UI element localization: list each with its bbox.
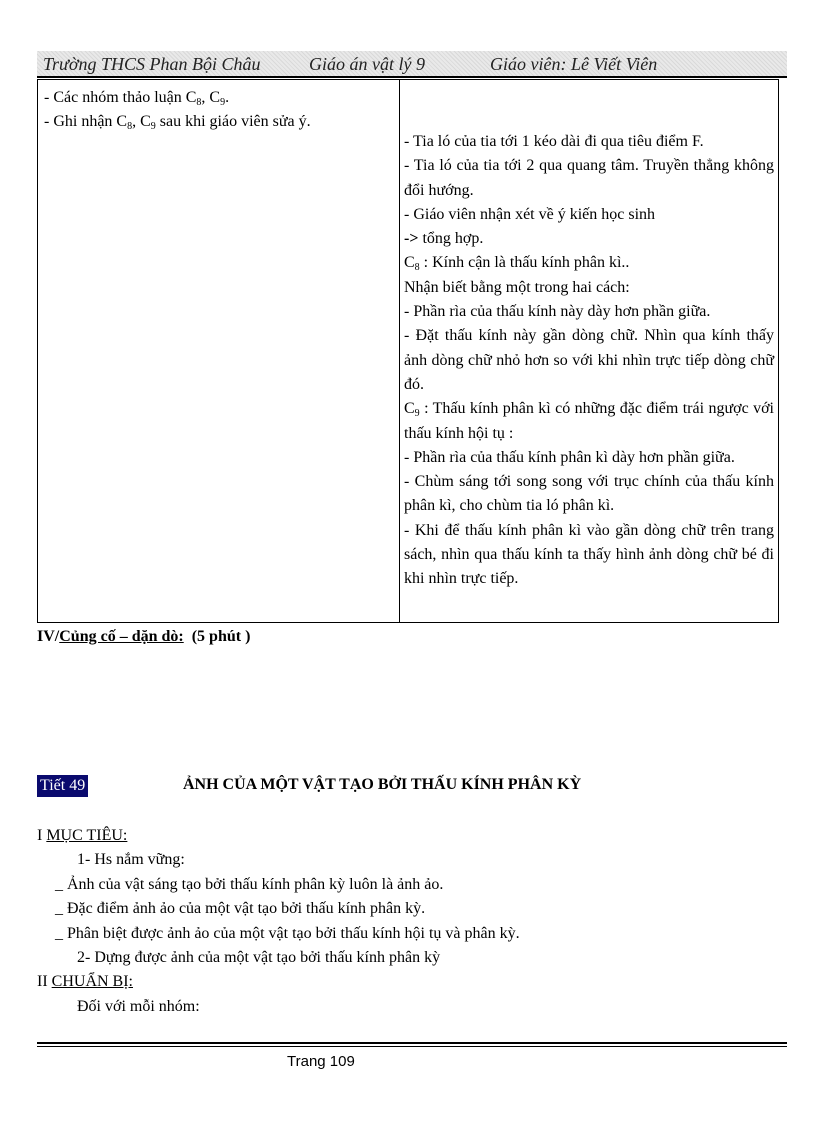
student-line-1: - Các nhóm thảo luận $C_8$, $C_9$. — [44, 89, 230, 108]
consolidation-heading: IV/Củng cố – dặn dò: (5 phút ) — [37, 628, 251, 645]
activity-table — [37, 79, 779, 623]
consolidation-minutes: 5 — [197, 628, 206, 645]
preparation-item-1: Đối với mỗi nhóm: — [77, 998, 200, 1015]
page-header — [37, 51, 787, 78]
student-activity-cell — [44, 86, 394, 134]
objective-item-2: _ Ảnh của vật sáng tạo bởi thấu kính phân kỳ luôn là ảnh ảo. — [55, 876, 444, 893]
footer-rule-thin — [37, 1046, 787, 1047]
objective-item-4: _ Phân biệt được ảnh ảo của một vật tạo bởi thấu kính hội tụ và phân kỳ. — [55, 925, 520, 942]
answer-c8: $C_8$ : Kính cận là thấu kính phân kì.. — [404, 254, 630, 274]
teacher-para-3: - Giáo viên nhận xét về ý kiến học sinh — [404, 205, 656, 223]
answer-c9: $C_9$ : Thấu kính phân kì có những đặc điểm trái ngược với thấu kính hội tụ : — [404, 400, 774, 442]
teacher-para-1: - Tia ló của tia tới 1 kéo dài đi qua tiêu điểm F. — [404, 133, 704, 150]
objective-item-1: 1- Hs nắm vững: — [77, 851, 185, 868]
teacher-para-6: - Phần rìa của thấu kính này dày hơn phần giữa. — [404, 303, 711, 321]
objective-item-5: 2- Dựng được ảnh của một vật tạo bởi thấu kính phân kỳ — [77, 949, 441, 966]
teacher-para-4: -> tổng hợp. — [404, 230, 484, 248]
teacher-para-5: Nhận biết bằng một trong hai cách: — [404, 278, 630, 296]
table-divider — [399, 80, 400, 622]
teacher-para-9: - Chùm sáng tới song song với trục chính của thấu kính phân kì, cho chùm tia ló phân kì. — [404, 473, 774, 515]
lesson-number-badge: Tiết 49 — [37, 775, 88, 797]
objective-item-3: _ Đặc điểm ảnh ảo của một vật tạo bởi thấu kính phân kỳ. — [55, 900, 426, 917]
objectives-heading: I MỤC TIÊU: — [37, 827, 128, 844]
consolidation-title: Củng cố – dặn dò: — [59, 628, 184, 645]
header-teacher: Giáo viên: Lê Viết Viên — [490, 54, 658, 74]
student-line-2: - Ghi nhận $C_8$, $C_9$ sau khi giáo viên sửa ý. — [44, 113, 311, 132]
teacher-activity-cell — [404, 130, 774, 592]
lesson-title: ẢNH CỦA MỘT VẬT TẠO BỞI THẤU KÍNH PHÂN KỲ — [183, 776, 582, 793]
page-number: Trang 109 — [287, 1053, 355, 1070]
preparation-heading: II CHUẨN BỊ: — [37, 973, 133, 990]
teacher-para-10: - Khi để thấu kính phân kì vào gần dòng chữ trên trang sách, nhìn qua thấu kính ta thấy hình ảnh dòng chữ bé đi khi nhìn trực tiếp. — [404, 521, 774, 588]
teacher-para-2: - Tia ló của tia tới 2 qua quang tâm. Truyền thẳng không đổi hướng. — [404, 157, 774, 199]
header-subject: Giáo án vật lý 9 — [309, 54, 425, 74]
teacher-para-7: - Đặt thấu kính này gần dòng chữ. Nhìn qua kính thấy ảnh dòng chữ nhỏ hơn so với khi nhìn trực tiếp dòng chữ đó. — [404, 327, 774, 393]
teacher-para-8: - Phần rìa của thấu kính phân kì dày hơn phần giữa. — [404, 448, 735, 466]
footer-rule-thick — [37, 1042, 787, 1044]
consolidation-prefix: IV/ — [37, 628, 60, 645]
header-school: Trường THCS Phan Bội Châu — [43, 54, 261, 74]
